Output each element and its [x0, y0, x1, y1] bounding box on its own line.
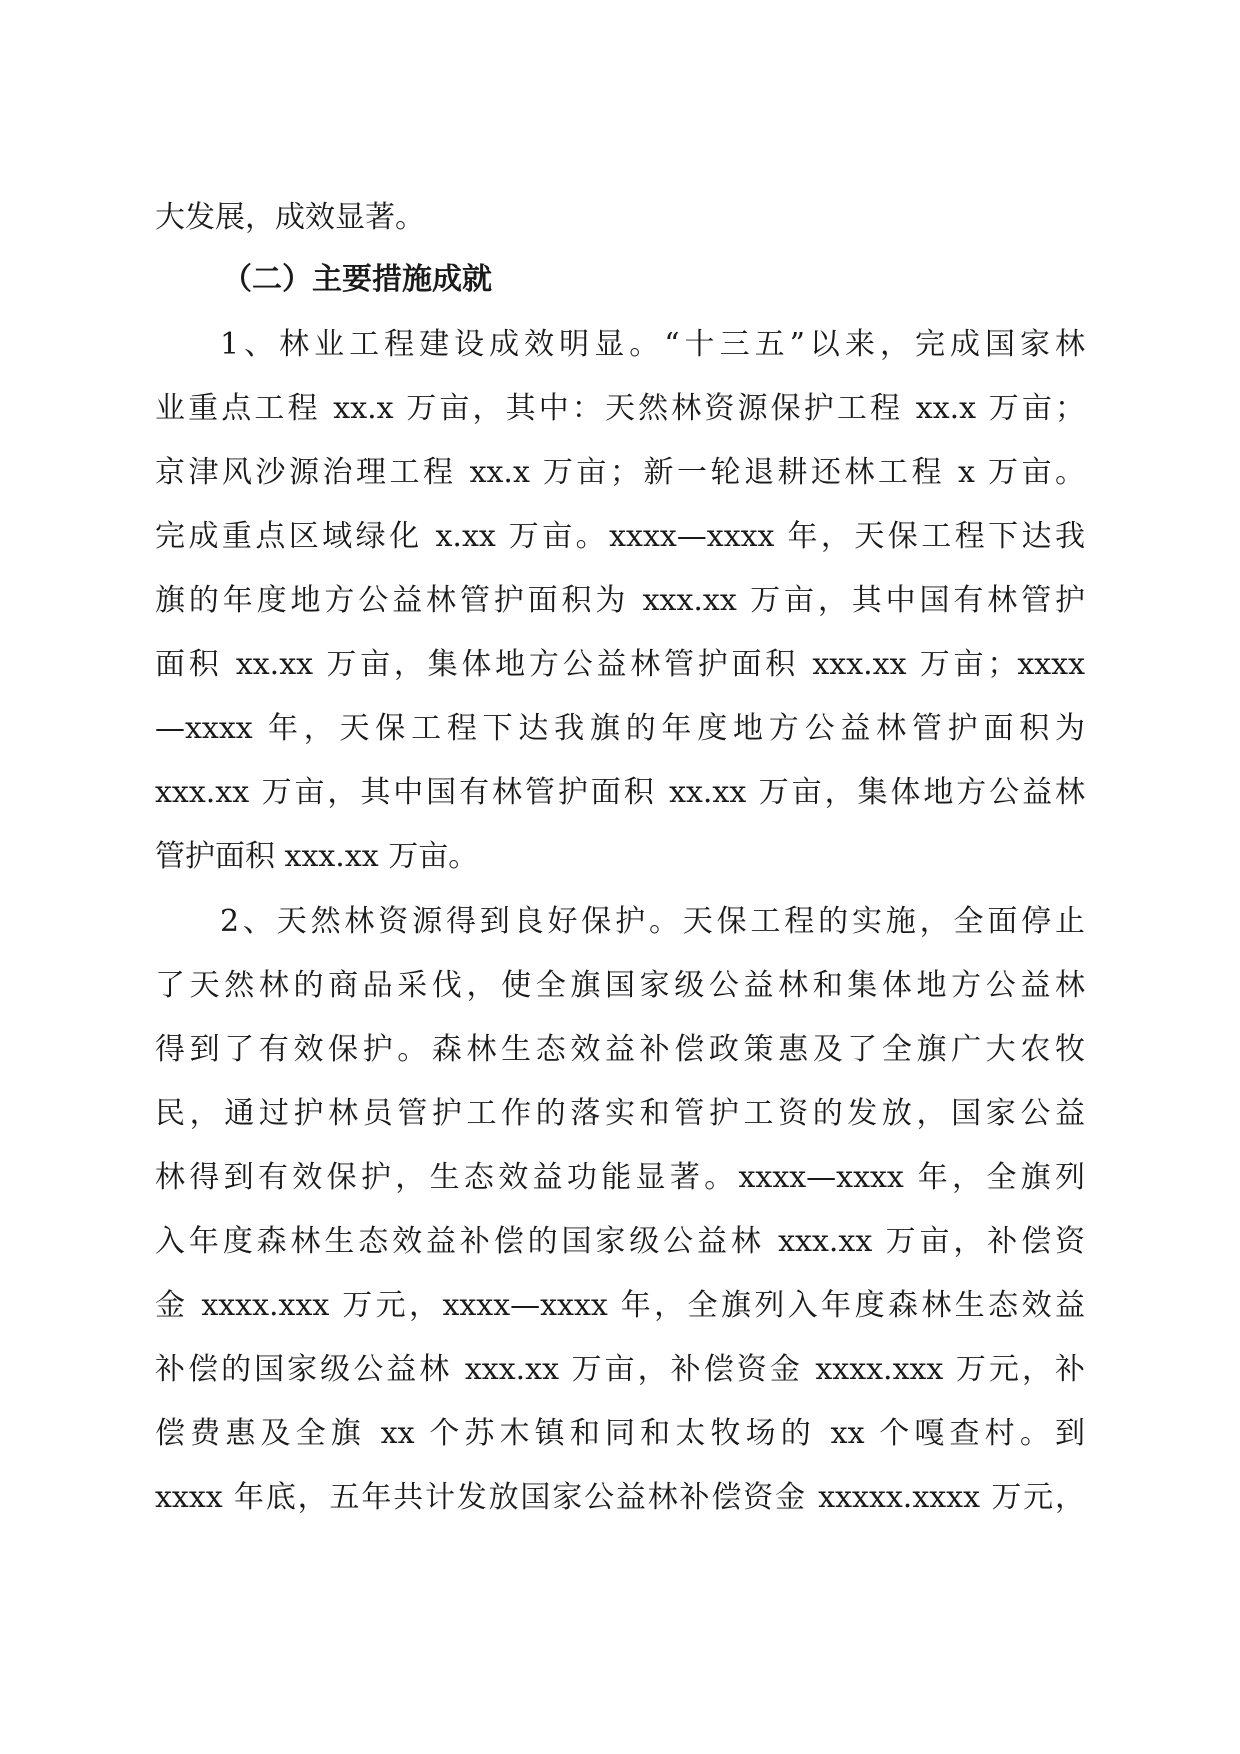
paragraph-1-line-8: xxx.xx 万亩，其中国有林管护面积 xx.xx 万亩，集体地方公益林 — [155, 775, 1085, 810]
text-line-continuation: 大发展，成效显著。 — [155, 200, 425, 235]
paragraph-2-line-9: 偿费惠及全旗 xx 个苏木镇和同和太牧场的 xx 个嘎查村。到 — [155, 1416, 1085, 1451]
paragraph-1-line-4: 完成重点区域绿化 x.xx 万亩。xxxx—xxxx 年，天保工程下达我 — [155, 519, 1085, 554]
paragraph-1-line-3: 京津风沙源治理工程 xx.x 万亩；新一轮退耕还林工程 x 万亩。 — [155, 455, 1085, 490]
paragraph-1-line-9: 管护面积 xxx.xx 万亩。 — [155, 839, 479, 874]
paragraph-2-line-2: 了天然林的商品采伐，使全旗国家级公益林和集体地方公益林 — [155, 968, 1085, 1003]
paragraph-2-line-8: 补偿的国家级公益林 xxx.xx 万亩，补偿资金 xxxx.xxx 万元，补 — [155, 1352, 1085, 1387]
paragraph-1-line-6: 面积 xx.xx 万亩，集体地方公益林管护面积 xxx.xx 万亩；xxxx — [155, 647, 1085, 682]
paragraph-1-line-2: 业重点工程 xx.x 万亩，其中：天然林资源保护工程 xx.x 万亩； — [155, 391, 1085, 426]
paragraph-2-line-4: 民，通过护林员管护工作的落实和管护工资的发放，国家公益 — [155, 1096, 1085, 1131]
section-heading: （二）主要措施成就 — [222, 262, 492, 297]
paragraph-1-line-7: —xxxx 年，天保工程下达我旗的年度地方公益林管护面积为 — [155, 711, 1085, 746]
paragraph-2-line-5: 林得到有效保护，生态效益功能显著。xxxx—xxxx 年，全旗列 — [155, 1160, 1085, 1195]
paragraph-1-line-1: 1、林业工程建设成效明显。“十三五”以来，完成国家林 — [220, 327, 1085, 362]
paragraph-2-line-1: 2、天然林资源得到良好保护。天保工程的实施，全面停止 — [220, 904, 1085, 939]
paragraph-2-line-3: 得到了有效保护。森林生态效益补偿政策惠及了全旗广大农牧 — [155, 1032, 1085, 1067]
paragraph-2-line-7: 金 xxxx.xxx 万元，xxxx—xxxx 年，全旗列入年度森林生态效益 — [155, 1288, 1085, 1323]
paragraph-1-line-5: 旗的年度地方公益林管护面积为 xxx.xx 万亩，其中国有林管护 — [155, 583, 1085, 618]
paragraph-2-line-6: 入年度森林生态效益补偿的国家级公益林 xxx.xx 万亩，补偿资 — [155, 1224, 1085, 1259]
paragraph-2-line-10: xxxx 年底，五年共计发放国家公益林补偿资金 xxxxx.xxxx 万元， — [155, 1480, 1085, 1515]
